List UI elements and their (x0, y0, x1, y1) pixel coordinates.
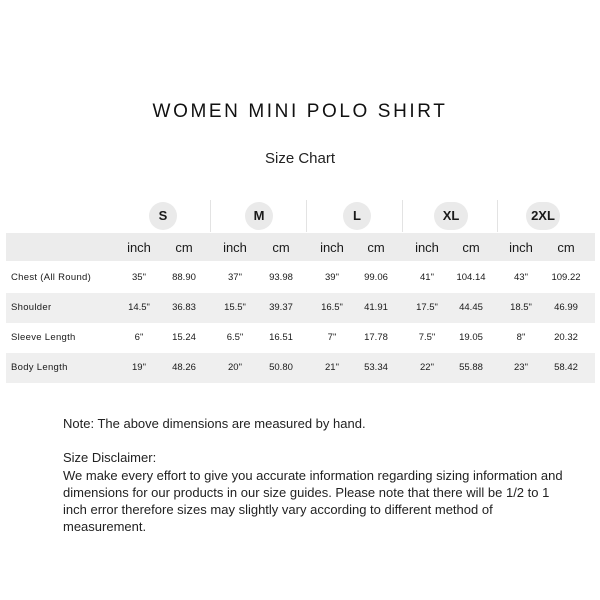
table-cell: 16.51 (269, 332, 293, 343)
unit-inch-s: inch (127, 240, 151, 255)
table-cell: 58.42 (554, 362, 578, 373)
table-cell: 93.98 (269, 272, 293, 283)
table-cell: 6.5" (226, 332, 244, 343)
table-cell: 39.37 (269, 302, 293, 313)
size-badge-2xl: 2XL (526, 202, 560, 230)
table-row (6, 293, 595, 323)
table-cell: 50.80 (269, 362, 293, 373)
size-header-row (0, 202, 600, 230)
table-cell: 18.5" (510, 302, 532, 313)
table-cell: 20" (228, 362, 242, 373)
table-cell: 53.34 (364, 362, 388, 373)
table-cell: 15.24 (172, 332, 196, 343)
table-cell: 99.06 (364, 272, 388, 283)
row-label: Sleeve Length (11, 332, 76, 343)
table-cell: 44.45 (459, 302, 483, 313)
unit-inch-2xl: inch (509, 240, 533, 255)
unit-inch-xl: inch (415, 240, 439, 255)
disclaimer-title: Size Disclaimer: (63, 450, 157, 465)
table-cell: 7.5" (418, 332, 436, 343)
table-cell: 109.22 (551, 272, 581, 283)
table-cell: 41" (420, 272, 434, 283)
unit-cm-2xl: cm (557, 240, 575, 255)
row-label: Body Length (11, 362, 68, 373)
table-cell: 19.05 (459, 332, 483, 343)
table-row (6, 263, 595, 293)
column-divider (497, 200, 498, 232)
column-divider (210, 200, 211, 232)
size-badge-m: M (245, 202, 273, 230)
unit-cm-m: cm (272, 240, 290, 255)
table-cell: 41.91 (364, 302, 388, 313)
column-divider (402, 200, 403, 232)
table-cell: 14.5" (128, 302, 150, 313)
unit-cm-xl: cm (462, 240, 480, 255)
size-badge-xl: XL (434, 202, 468, 230)
table-row (6, 323, 595, 353)
table-cell: 19" (132, 362, 146, 373)
table-cell: 22" (420, 362, 434, 373)
row-label: Chest (All Round) (11, 272, 92, 283)
size-chart-subtitle: Size Chart (264, 150, 336, 167)
measurement-note: Note: The above dimensions are measured by hand. (63, 416, 366, 431)
table-cell: 37" (228, 272, 242, 283)
table-cell: 17.5" (416, 302, 438, 313)
disclaimer-body: We make every effort to give you accurate information regarding sizing information and dimensions for our products in our size guides. Please note that there will be 1/2 to 1 inch error therefore sizes may slightly vary according to different method of measurement. (63, 468, 563, 534)
page-title: WOMEN MINI POLO SHIRT (152, 101, 448, 122)
table-cell: 43" (514, 272, 528, 283)
table-cell: 88.90 (172, 272, 196, 283)
table-cell: 16.5" (321, 302, 343, 313)
table-cell: 21" (325, 362, 339, 373)
unit-inch-m: inch (223, 240, 247, 255)
table-cell: 7" (327, 332, 337, 343)
table-cell: 8" (516, 332, 526, 343)
table-cell: 6" (134, 332, 144, 343)
table-cell: 35" (132, 272, 146, 283)
table-cell: 23" (514, 362, 528, 373)
size-badge-s: S (149, 202, 177, 230)
table-cell: 17.78 (364, 332, 388, 343)
table-cell: 48.26 (172, 362, 196, 373)
table-row (6, 353, 595, 383)
unit-cm-l: cm (367, 240, 385, 255)
row-label: Shoulder (11, 302, 52, 313)
table-cell: 20.32 (554, 332, 578, 343)
unit-inch-l: inch (320, 240, 344, 255)
table-cell: 104.14 (456, 272, 486, 283)
size-badge-l: L (343, 202, 371, 230)
table-cell: 55.88 (459, 362, 483, 373)
unit-cm-s: cm (175, 240, 193, 255)
table-cell: 39" (325, 272, 339, 283)
column-divider (306, 200, 307, 232)
table-cell: 46.99 (554, 302, 578, 313)
table-cell: 36.83 (172, 302, 196, 313)
table-cell: 15.5" (224, 302, 246, 313)
